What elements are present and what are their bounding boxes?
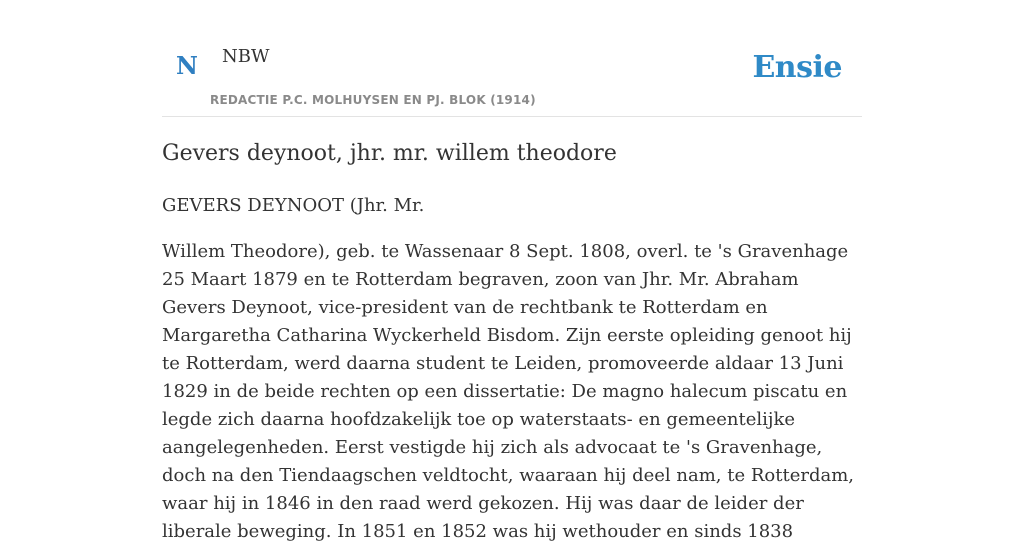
article-body: Willem Theodore), geb. te Wassenaar 8 Sept. 1808, overl. te 's Gravenhage 25 Maart 1879 en te Rotterdam begraven, zoon van Jhr. Mr. Abraham Gevers Deynoot, vice-president van de rechtbank te Rotterdam en Margaretha Catharina Wyckerheld Bisdom. Zijn eerste opleiding genoot hij te Rotterdam, werd daarna student te Leiden, promoveerde aldaar 13 Juni 1829 in de beide rechten op een dissertatie: De magno halecum piscatu en legde zich daarna hoofdzakelijk toe op waterstaats- en gemeentelijke aangelegenheden. Eerst vestigde hij zich als advocaat te 's Gravenhage, doch na den Tiendaagschen veldtocht, waaraan hij deel nam, te Rotterdam, waar hij in 1846 in den raad werd gekozen. Hij was daar de leider der liberale beweging. In 1851 en 1852 was hij wethouder en sinds 1838 <box>162 241 855 542</box>
article-lead: GEVERS DEYNOOT (Jhr. Mr. <box>162 195 425 216</box>
source-logo[interactable]: N <box>176 51 198 80</box>
brand-logo[interactable]: Ensie <box>752 50 842 85</box>
source-subtitle: REDACTIE P.C. MOLHUYSEN EN PJ. BLOK (1914) <box>210 93 536 107</box>
article-title: Gevers deynoot, jhr. mr. willem theodore <box>162 141 617 166</box>
source-header <box>162 0 862 117</box>
source-name[interactable]: NBW <box>222 46 270 67</box>
